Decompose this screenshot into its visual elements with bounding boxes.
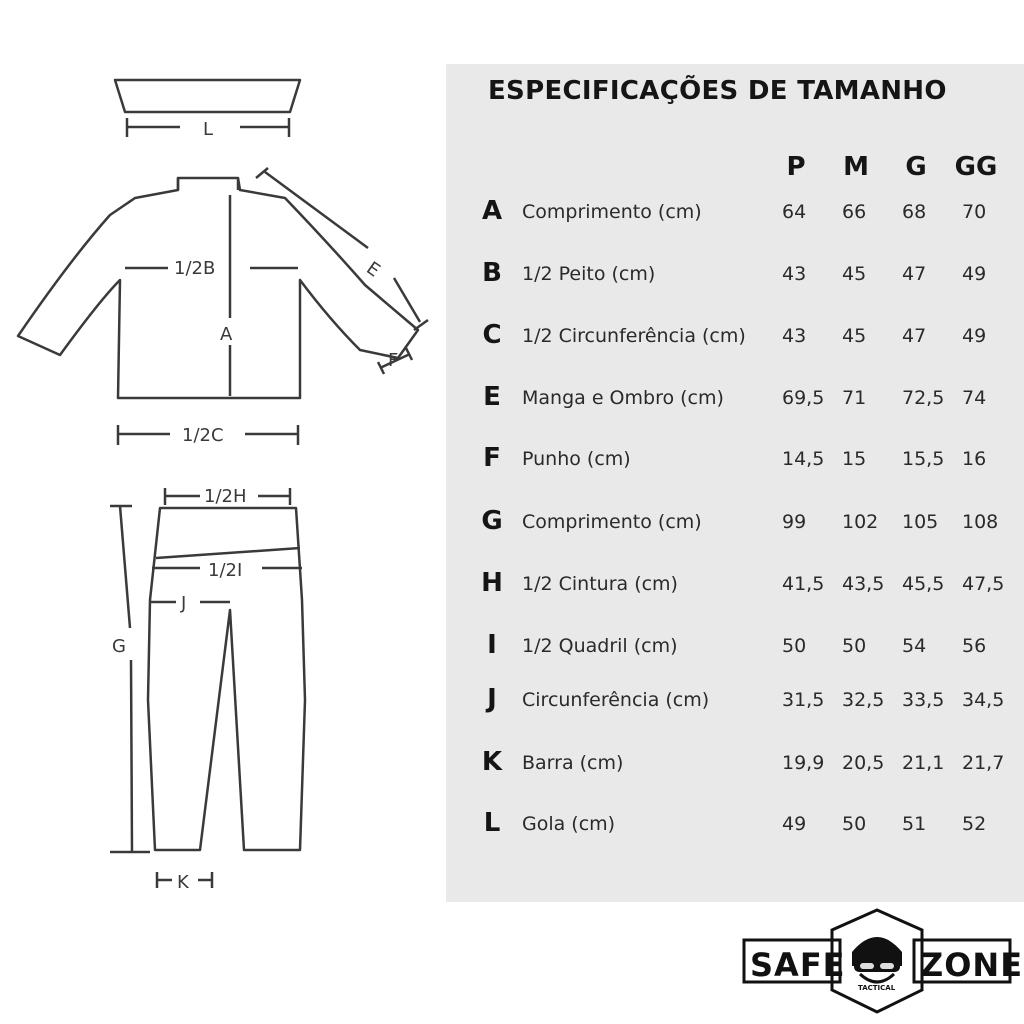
row-letter: H bbox=[481, 568, 503, 598]
row-value-m: 32,5 bbox=[842, 689, 885, 711]
table-row bbox=[0, 630, 1024, 670]
waist-dim-label: 1/2H bbox=[204, 486, 247, 507]
row-value-m: 50 bbox=[842, 635, 867, 657]
row-value-gg: 56 bbox=[962, 635, 987, 657]
collar-shape bbox=[115, 80, 300, 112]
row-label: 1/2 Quadril (cm) bbox=[522, 635, 678, 657]
row-label: 1/2 Circunferência (cm) bbox=[522, 325, 746, 347]
thigh-dim-label: J bbox=[181, 593, 187, 614]
row-value-p: 99 bbox=[782, 511, 807, 533]
row-label: Gola (cm) bbox=[522, 813, 616, 835]
row-value-g: 68 bbox=[902, 201, 927, 223]
logo-right-text: ZONE bbox=[920, 946, 1024, 984]
row-letter: C bbox=[482, 320, 502, 350]
logo-sub-text: TACTICAL bbox=[858, 984, 896, 992]
table-row bbox=[0, 808, 1024, 848]
row-value-g: 33,5 bbox=[902, 689, 945, 711]
row-value-g: 105 bbox=[902, 511, 939, 533]
table-row bbox=[0, 443, 1024, 483]
row-value-gg: 74 bbox=[962, 387, 987, 409]
row-value-g: 72,5 bbox=[902, 387, 945, 409]
row-value-g: 47 bbox=[902, 325, 927, 347]
collar-dim-label: L bbox=[203, 119, 214, 140]
row-label: 1/2 Peito (cm) bbox=[522, 263, 656, 285]
row-value-p: 41,5 bbox=[782, 573, 825, 595]
row-value-m: 20,5 bbox=[842, 752, 885, 774]
row-value-p: 14,5 bbox=[782, 448, 825, 470]
row-value-gg: 21,7 bbox=[962, 752, 1005, 774]
size-header-p: P bbox=[786, 152, 806, 182]
row-value-g: 54 bbox=[902, 635, 927, 657]
row-value-g: 45,5 bbox=[902, 573, 945, 595]
row-letter: L bbox=[483, 808, 501, 838]
chest-dim-label: 1/2B bbox=[174, 258, 216, 279]
size-header-g: G bbox=[905, 152, 927, 182]
row-value-m: 45 bbox=[842, 263, 867, 285]
size-header-m: M bbox=[843, 152, 869, 182]
table-row bbox=[0, 382, 1024, 422]
row-letter: E bbox=[483, 382, 501, 412]
row-value-gg: 16 bbox=[962, 448, 987, 470]
row-label: Punho (cm) bbox=[522, 448, 631, 470]
table-row bbox=[0, 506, 1024, 546]
row-value-m: 71 bbox=[842, 387, 867, 409]
row-label: Comprimento (cm) bbox=[522, 511, 702, 533]
row-letter: B bbox=[482, 258, 502, 288]
table-row bbox=[0, 196, 1024, 236]
row-value-p: 31,5 bbox=[782, 689, 825, 711]
row-value-g: 47 bbox=[902, 263, 927, 285]
row-value-p: 43 bbox=[782, 325, 807, 347]
row-value-m: 43,5 bbox=[842, 573, 885, 595]
row-label: Circunferência (cm) bbox=[522, 689, 710, 711]
row-value-gg: 49 bbox=[962, 263, 987, 285]
pants-hem-dim-label: K bbox=[177, 872, 189, 893]
row-value-g: 51 bbox=[902, 813, 927, 835]
row-value-p: 43 bbox=[782, 263, 807, 285]
row-value-gg: 70 bbox=[962, 201, 987, 223]
brand-logo bbox=[742, 908, 1024, 1016]
row-value-gg: 52 bbox=[962, 813, 987, 835]
row-value-p: 19,9 bbox=[782, 752, 825, 774]
hem-dim-label: 1/2C bbox=[182, 425, 224, 446]
size-header-gg: GG bbox=[954, 152, 998, 182]
row-letter: J bbox=[487, 684, 497, 714]
row-letter: I bbox=[487, 630, 497, 660]
sleeve-dim-label: E bbox=[362, 257, 384, 282]
row-value-p: 69,5 bbox=[782, 387, 825, 409]
hip-dim-label: 1/2I bbox=[208, 560, 243, 581]
row-value-p: 49 bbox=[782, 813, 807, 835]
row-value-m: 45 bbox=[842, 325, 867, 347]
row-value-g: 15,5 bbox=[902, 448, 945, 470]
pants-length-dim-label: G bbox=[112, 636, 126, 657]
row-value-m: 15 bbox=[842, 448, 867, 470]
row-label: 1/2 Cintura (cm) bbox=[522, 573, 678, 595]
page-title: ESPECIFICAÇÕES DE TAMANHO bbox=[488, 76, 947, 106]
table-row bbox=[0, 747, 1024, 787]
length-dim-label: A bbox=[220, 324, 233, 345]
row-value-gg: 108 bbox=[962, 511, 999, 533]
row-value-g: 21,1 bbox=[902, 752, 945, 774]
row-value-m: 102 bbox=[842, 511, 879, 533]
row-letter: G bbox=[481, 506, 503, 536]
row-value-p: 50 bbox=[782, 635, 807, 657]
row-value-gg: 49 bbox=[962, 325, 987, 347]
row-letter: F bbox=[483, 443, 501, 473]
logo-left-text: SAFE bbox=[750, 946, 846, 984]
row-label: Barra (cm) bbox=[522, 752, 624, 774]
row-label: Comprimento (cm) bbox=[522, 201, 702, 223]
row-value-m: 66 bbox=[842, 201, 867, 223]
table-row bbox=[0, 568, 1024, 608]
row-value-gg: 47,5 bbox=[962, 573, 1005, 595]
row-label: Manga e Ombro (cm) bbox=[522, 387, 724, 409]
row-letter: K bbox=[481, 747, 503, 777]
table-row bbox=[0, 684, 1024, 724]
table-row bbox=[0, 320, 1024, 360]
row-letter: A bbox=[481, 196, 503, 226]
row-value-m: 50 bbox=[842, 813, 867, 835]
row-value-gg: 34,5 bbox=[962, 689, 1005, 711]
table-row bbox=[0, 258, 1024, 298]
cuff-dim-label: F bbox=[388, 350, 399, 371]
row-value-p: 64 bbox=[782, 201, 807, 223]
